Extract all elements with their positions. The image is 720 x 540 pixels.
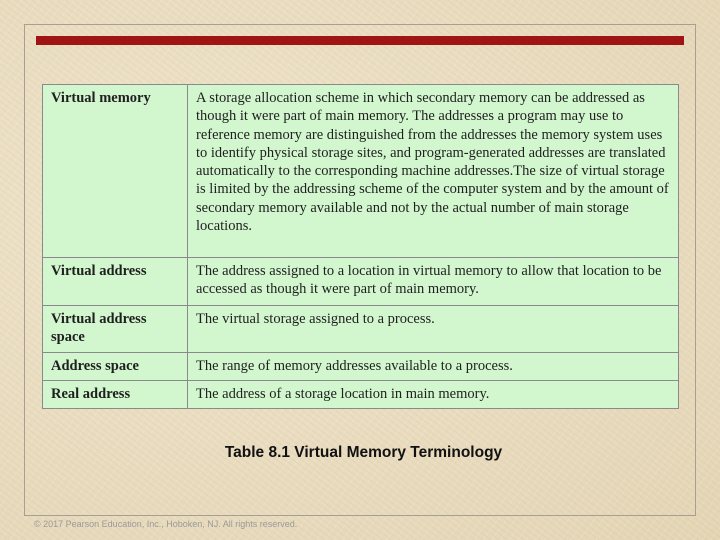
copyright-notice: © 2017 Pearson Education, Inc., Hoboken, NJ. All rights reserved. bbox=[34, 519, 298, 529]
table-row bbox=[43, 306, 679, 353]
term-cell: Address space bbox=[43, 353, 188, 381]
table-caption: Table 8.1 Virtual Memory Terminology bbox=[224, 444, 503, 461]
definition-cell: The range of memory addresses available to a process. bbox=[188, 353, 679, 381]
title-accent-bar bbox=[36, 36, 684, 45]
table-row bbox=[43, 85, 679, 258]
term-cell: Virtual memory bbox=[43, 85, 188, 258]
term-cell: Virtual address space bbox=[43, 306, 188, 353]
definition-cell: The address of a storage location in main memory. bbox=[188, 381, 679, 409]
table-row bbox=[43, 258, 679, 306]
definition-cell: A storage allocation scheme in which secondary memory can be addressed as though it were part of main memory. The addresses a program may use to reference memory are distinguished from the addresses the memory system uses to identify physical storage sites, and program-generated addresses are translated automatically to the corresponding machine addresses.The size of virtual storage is limited by the addressing scheme of the computer system and by the amount of secondary memory available and not by the actual number of main storage locations. bbox=[188, 85, 679, 258]
definition-cell: The address assigned to a location in virtual memory to allow that location to be accessed as though it were part of main memory. bbox=[188, 258, 679, 306]
term-cell: Real address bbox=[43, 381, 188, 409]
term-cell: Virtual address bbox=[43, 258, 188, 306]
terminology-table bbox=[42, 84, 679, 409]
definition-cell: The virtual storage assigned to a process. bbox=[188, 306, 679, 353]
table-row bbox=[43, 353, 679, 381]
table-row bbox=[43, 381, 679, 409]
terminology-table-container bbox=[42, 84, 678, 409]
